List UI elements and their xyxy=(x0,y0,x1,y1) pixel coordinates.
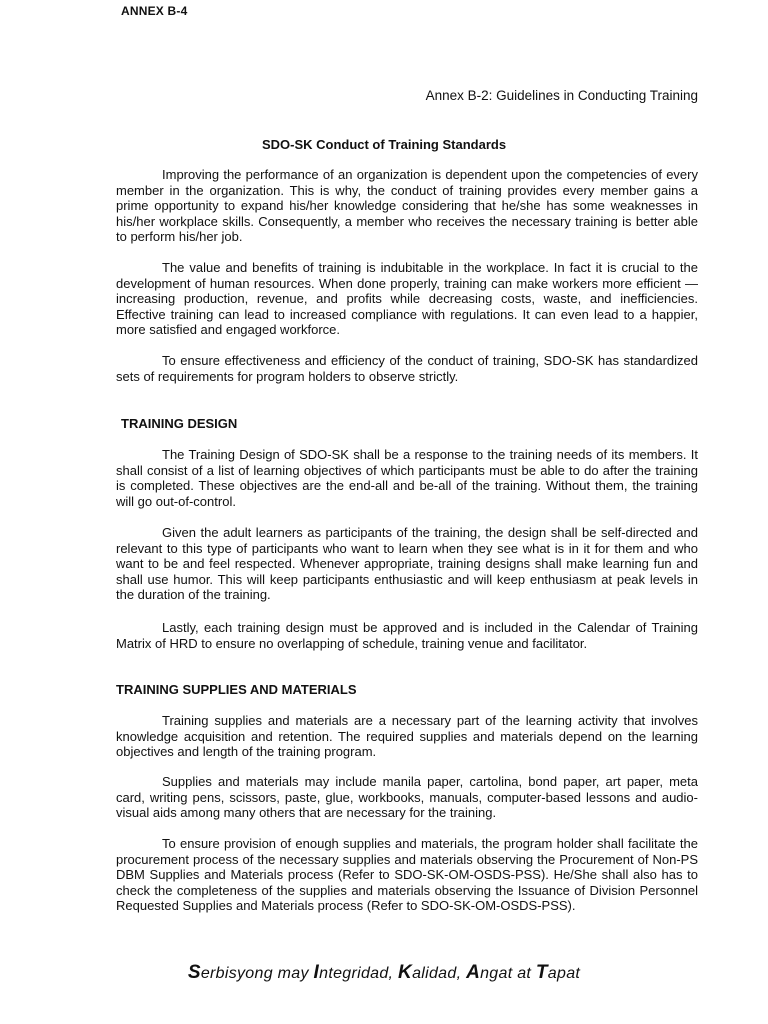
document-title: SDO-SK Conduct of Training Standards xyxy=(261,137,507,152)
intro-paragraph-1: Improving the performance of an organization is dependent upon the competencies of every member in the organization. This is why, the conduct of training provides every member gains a prime opportunity to expand his/her knowledge considering that he/she has some weaknesses in his/her workplace skills. Consequently, a member who receives the necessary training is better able to perform his/her job. xyxy=(116,167,698,245)
footer-motto xyxy=(0,962,768,984)
section-heading-training-design: TRAINING DESIGN xyxy=(121,416,238,431)
training-design-paragraph-1: The Training Design of SDO-SK shall be a response to the training needs of its members. It shall consist of a list of learning objectives of which participants must be able to do after the training is completed. These objectives are the end-all and be-all of the training. Without them, the training will go out-of-control. xyxy=(116,447,698,509)
intro-paragraph-3: To ensure effectiveness and efficiency of the conduct of training, SDO-SK has standardized sets of requirements for program holders to observe strictly. xyxy=(116,353,698,384)
supplies-paragraph-2: Supplies and materials may include manila paper, cartolina, bond paper, art paper, meta card, writing pens, scissors, paste, glue, workbooks, manuals, computer-based lessons and audio-visual aids among many others that are necessary for the training. xyxy=(116,774,698,821)
supplies-paragraph-1: Training supplies and materials are a necessary part of the learning activity that involves knowledge acquisition and retention. The required supplies and materials depend on the learning objectives and length of the training program. xyxy=(116,713,698,760)
intro-paragraph-2: The value and benefits of training is indubitable in the workplace. In fact it is crucial to the development of human resources. When done properly, training can make workers more efficient — increasing production, revenue, and profits while decreasing costs, waste, and inefficiencies. Effective training can lead to increased compliance with regulations. It can even lead to a happier, more satisfied and engaged workforce. xyxy=(116,260,698,338)
motto-text-1: erbisyong may xyxy=(200,965,314,982)
section-heading-supplies: TRAINING SUPPLIES AND MATERIALS xyxy=(116,682,357,697)
motto-initial-t: T xyxy=(535,962,548,983)
supplies-paragraph-3: To ensure provision of enough supplies and materials, the program holder shall facilitate the procurement process of the necessary supplies and materials observing the Procurement of Non-PS DBM Supplies and Materials process (Refer to SDO-SK-OM-OSDS-PSS). He/She shall also has to check the completeness of the supplies and materials observing the Issuance of Division Personnel Requested Supplies and Materials process (Refer to SDO-SK-OM-OSDS-PSS). xyxy=(116,836,698,914)
motto-text-3: alidad, xyxy=(412,965,467,982)
annex-label: ANNEX B-4 xyxy=(121,4,188,18)
training-design-paragraph-3: Lastly, each training design must be approved and is included in the Calendar of Training Matrix of HRD to ensure no overlapping of schedule, training venue and facilitator. xyxy=(116,620,698,651)
motto-text-2: ntegridad, xyxy=(319,965,399,982)
motto-initial-s: S xyxy=(187,962,201,983)
training-design-paragraph-2: Given the adult learners as participants of the training, the design shall be self-directed and relevant to this type of participants who want to learn when they see what is in it for them and who want to be and feel respected. Whenever appropriate, training designs shall make learning fun and shall use humor. This will keep participants enthusiastic and will keep enthusiasm at peak levels in the duration of the training. xyxy=(116,525,698,603)
motto-initial-a: A xyxy=(466,962,481,983)
motto-text-5: apat xyxy=(547,965,581,982)
motto-initial-i: I xyxy=(313,962,320,983)
reference-title: Annex B-2: Guidelines in Conducting Training xyxy=(425,88,698,103)
motto-initial-k: K xyxy=(398,962,413,983)
motto-text-4: ngat at xyxy=(480,965,536,982)
